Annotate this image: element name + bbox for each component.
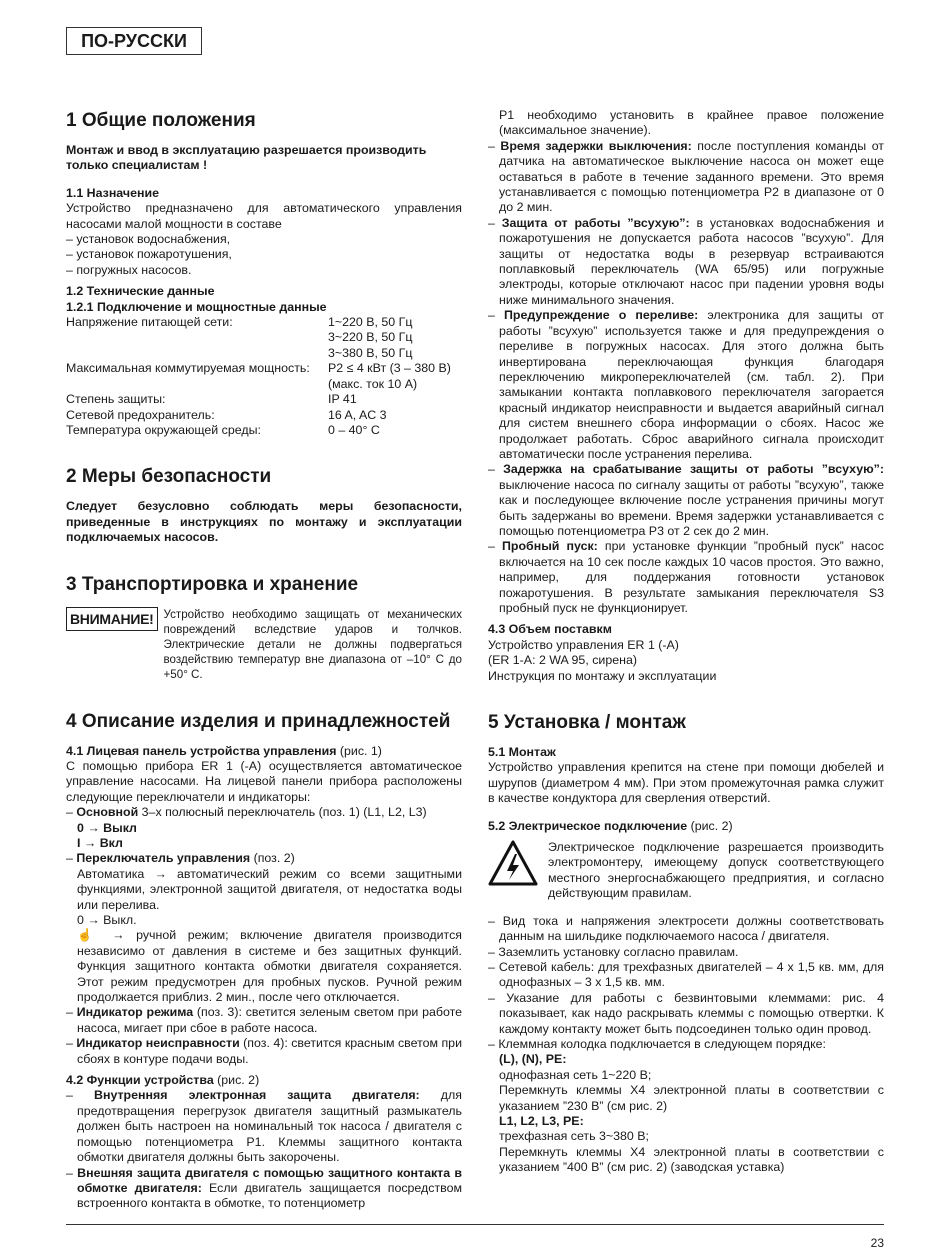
overflow-text: электроника для защиты от работы ”всухую” используется также и для предупреждения о переливе в погружных насосах. Для этого должна быть инвертирована переключающая функция благодаря переключению микропереключателей (см. табл. 2). При замыкании контакта поплавкового переключателя загорается красный индикатор неисправности и выдается аварийный сигнал для систем внешнего сбора информации о сбоях. Насос же продолжает работать. Сброс аварийного сигнала происходит автоматически после устранения перелива. <box>499 308 884 461</box>
list-item: – установок пожаротушения, <box>66 247 462 262</box>
test-run-text: при установке функции ”пробный пуск” насос включается на 10 сек после каждых 10 часов простоя. Это важно, например, для поддержания готовности установок пожаротушения. В результате замыкания переключателя S3 пробный пуск не функционирует. <box>499 539 885 615</box>
section-5-1-title: 5.1 Монтаж <box>488 745 556 760</box>
overflow-label: Предупреждение о переливе: <box>504 308 699 323</box>
spec-key <box>66 377 328 392</box>
spec-key: Сетевой предохранитель: <box>66 407 215 422</box>
spec-value: IP 41 <box>328 392 357 407</box>
main-switch-on: I → Вкл <box>77 835 123 850</box>
electrical-warning <box>488 840 884 902</box>
dry-run-label: Защита от работы ”всухую”: <box>501 215 690 230</box>
list-item: – Вид тока и напряжения электросети должны соответствовать данным на шильдике подключаемого насоса / двигателя. <box>488 914 884 945</box>
list-item <box>488 139 884 216</box>
control-manual-text: ☝ → ручной режим; включение двигателя производится независимо от давления в системе и без защитных функций. Функция защитного контакта обмотки двигателя сохраняется. Этот режим предусмотрен для пробных пусков. Ручной режим продолжается приблиз. 2 мин., после чего отключается. <box>77 928 462 1005</box>
spec-key: Напряжение питающей сети: <box>66 315 233 330</box>
internal-protection-label: Внутренняя электронная защита двигателя: <box>94 1088 420 1103</box>
table-row <box>66 392 451 407</box>
mode-indicator-label: Индикатор режима <box>76 1005 194 1020</box>
warning-text: Устройство необходимо защищать от механических повреждений вследствие ударов и толчков. Электрические детали не должны подвергаться воздействию температур вне диапазона от –10° C до +50° C. <box>163 607 462 682</box>
section-4-3-title: 4.3 Объем поставкм <box>488 622 612 637</box>
section-4-2-title: 4.2 Функции устройства <box>66 1073 214 1088</box>
section-5-2-heading <box>488 819 884 834</box>
section-5-1-text: Устройство управления крепится на стене при помощи дюбелей и шурупов (диаметром 4 мм). При этом промежуточная рамка служит в качестве кондуктора для сверления отверстий. <box>488 760 884 806</box>
section-4-title: 4 Описание изделия и принадлежностей <box>66 710 451 732</box>
spec-key <box>66 346 328 361</box>
section-1-intro: Монтаж и ввод в эксплуатацию разрешается производить только специалистам ! <box>66 143 427 173</box>
section-4-1-list <box>66 805 462 820</box>
terminal-2-network: трехфазная сеть 3~380 В; <box>499 1129 649 1144</box>
delivery-line: (ER 1-A: 2 WA 95, сирена) <box>488 653 637 668</box>
terminal-1-label: (L), (N), PE: <box>499 1052 567 1067</box>
terminal-1-jumper: Перемкнуть клеммы X4 электронной платы в соответствии с указанием ”230 В” (см рис. 2) <box>499 1083 884 1113</box>
section-1-1-text: Устройство предназначено для автоматического управления насосами малой мощности в составе <box>66 201 462 231</box>
right-column <box>488 108 884 1176</box>
list-item <box>488 216 884 308</box>
main-switch-text: 3–х полюсный переключатель (поз. 1) (L1, L2, L3) <box>138 805 427 820</box>
list-item <box>488 539 884 616</box>
electrical-warning-text: Электрическое подключение разрешается производить электромонтеру, имеющему допуск соответствующего местного энергоснабжающего предприятия, и согласно действующим правилам. <box>548 840 884 901</box>
spec-value: 0 – 40° C <box>328 422 380 437</box>
main-switch-label: Основной <box>76 805 139 820</box>
terminal-1-network: однофазная сеть 1~220 В; <box>499 1067 652 1082</box>
list-item: – Клеммная колодка подключается в следующем порядке: <box>488 1037 884 1052</box>
spec-value: 3~380 В, 50 Гц <box>328 345 413 360</box>
section-2-title: 2 Меры безопасности <box>66 466 272 488</box>
terminal-2-jumper: Перемкнуть клеммы X4 электронной платы в соответствии с указанием ”400 В” (см рис. 2) (заводская уставка) <box>499 1144 884 1175</box>
spec-value: P2 ≤ 4 кВт (3 – 380 В) <box>328 361 451 376</box>
section-4-1-title: 4.1 Лицевая панель устройства управления <box>66 743 337 758</box>
electrical-hazard-icon <box>488 840 538 890</box>
section-4-1-heading <box>66 744 462 759</box>
internal-protection-text: для предотвращения перегрузок двигателя защитный размыкатель должен быть настроен на номинальный ток насоса / двигателя с помощью потенциометра P1. Клеммы защитного контакта обмотки двигателя должны быть закорочены. <box>77 1088 462 1165</box>
list-item <box>66 1036 462 1067</box>
section-5-2-title: 5.2 Электрическое подключение <box>488 818 688 833</box>
table-row <box>66 408 451 423</box>
spec-key: Температура окружающей среды: <box>66 422 261 437</box>
list-item <box>66 851 462 866</box>
spec-value: (макс. ток 10 А) <box>328 376 418 391</box>
continuation-text: P1 необходимо установить в крайнее правое положение (максимальное значение). <box>499 108 884 138</box>
indicator-list <box>66 1005 462 1067</box>
spec-key: Максимальная коммутируемая мощность: <box>66 361 310 376</box>
section-2-text: Следует безусловно соблюдать меры безопасности, приведенные в инструкциях по монтажу и эксплуатации подключаемых насосов. <box>66 499 462 545</box>
spec-table <box>66 315 451 438</box>
control-switch-ref: (поз. 2) <box>250 851 295 866</box>
external-protection-label: Внешняя защита двигателя с помощью защитного контакта в обмотке двигателя: <box>77 1165 462 1195</box>
list-item <box>66 1166 462 1212</box>
external-protection-text: Если двигатель защищается посредством встроенного контакта в обмотке, то потенциометр <box>77 1180 463 1211</box>
table-row <box>66 346 451 361</box>
table-row <box>66 377 451 392</box>
left-column <box>66 110 462 1212</box>
footer-divider <box>66 1224 884 1225</box>
spec-value: 3~220 В, 50 Гц <box>328 330 413 345</box>
list-item <box>66 1088 462 1165</box>
section-5-title: 5 Установка / монтаж <box>488 712 686 734</box>
spec-key <box>66 330 328 345</box>
fault-indicator-text: (поз. 4): светится красным светом при сбоях в контуре подачи воды. <box>77 1036 462 1066</box>
control-switch-list <box>66 851 462 866</box>
section-4-1-text: С помощью прибора ER 1 (-A) осуществляется автоматическое управление насосами. На лицевой панели прибора расположены следующие переключатели и индикаторы: <box>66 758 462 804</box>
mode-indicator-text: (поз. 3): светится зеленым светом при работе насоса, мигает при сбое в работе насоса. <box>77 1005 462 1035</box>
table-row <box>66 423 451 438</box>
section-4-1-ref: (рис. 1) <box>336 743 382 758</box>
list-item: – Заземлить установку согласно правилам. <box>488 945 884 960</box>
fault-indicator-label: Индикатор неисправности <box>76 1036 240 1051</box>
spec-value: 16 A, AC 3 <box>328 407 387 422</box>
main-switch-off: 0 → Выкл <box>77 820 137 835</box>
delivery-line: Устройство управления ER 1 (-A) <box>488 637 679 652</box>
control-off-text: 0 → Выкл. <box>77 913 137 928</box>
section-5-2-ref: (рис. 2) <box>687 818 733 833</box>
test-run-label: Пробный пуск: <box>502 539 598 554</box>
trip-delay-text: выключение насоса по сигналу защиты от работы ”всухую”, также как и последующее включение после устранения причины могут быть задержаны во времени. Время задержки устанавливается с помощью потенциометра P3 от 2 сек до 2 мин. <box>499 477 884 538</box>
section-4-2-ref: (рис. 2) <box>213 1073 260 1088</box>
list-item <box>488 308 884 462</box>
section-4-2-heading <box>66 1073 462 1088</box>
control-auto-text: Автоматика → автоматический режим со всеми защитными функциями, электронной защитой двигателя, от недостатка воды или перелива. <box>77 866 462 912</box>
section-1-title: 1 Общие положения <box>66 110 256 131</box>
section-4-2-list <box>66 1088 462 1211</box>
list-item: – Сетевой кабель: для трехфазных двигателей – 4 x 1,5 кв. мм, для однофазных – 3 x 1,5 кв. мм. <box>488 960 884 991</box>
dry-run-text: в установках водоснабжения и пожаротушения не допускается работа насосов ”всухую”. Для защиты от недостатка воды в резервуар встраиваются поплавковый переключатель (WA 65/95) или погружные электроды, которые отключают насос при падении уровня воды ниже минимального значения. <box>499 215 884 307</box>
warning-block <box>66 607 462 683</box>
list-item <box>488 462 884 539</box>
language-label: ПО-РУССКИ <box>66 27 202 55</box>
page-number: 23 <box>870 1236 884 1250</box>
trip-delay-label: Задержка на срабатывание защиты от работы ”всухую”: <box>503 462 884 477</box>
list-item <box>66 805 462 820</box>
table-row <box>66 330 451 345</box>
section-3-title: 3 Транспортировка и хранение <box>66 573 359 595</box>
list-item: – погружных насосов. <box>66 263 462 278</box>
section-1-2-1-title: 1.2.1 Подключение и мощностные данные <box>66 299 327 314</box>
table-row <box>66 315 451 330</box>
delay-text: после поступления команды от датчика на автоматическое выключение насоса он может еще оставаться в работе в течение заданного времени. Это время устанавливается с помощью потенциометра P2 в диапазоне от 0 до 2 мин. <box>499 138 884 215</box>
list-item <box>66 1005 462 1036</box>
delivery-line: Инструкция по монтажу и эксплуатации <box>488 668 717 683</box>
terminal-2-label: L1, L2, L3, PE: <box>499 1113 584 1128</box>
warning-label: ВНИМАНИЕ! <box>66 607 158 631</box>
delay-label: Время задержки выключения: <box>500 138 692 153</box>
table-row <box>66 361 451 376</box>
section-1-1-title: 1.1 Назначение <box>66 185 159 200</box>
spec-key: Степень защиты: <box>66 392 166 407</box>
section-1-1-list <box>66 232 462 278</box>
functions-list <box>488 139 884 617</box>
section-1-2-title: 1.2 Технические данные <box>66 284 215 299</box>
list-item: – Указание для работы с безвинтовыми клеммами: рис. 4 показывает, как надо раскрывать клеммы с помощью отвертки. К каждому контакту может быть подсоединен только один провод. <box>488 991 884 1037</box>
spec-value: 1~220 В, 50 Гц <box>328 315 413 330</box>
section-5-2-list <box>488 914 884 1053</box>
list-item: – установок водоснабжения, <box>66 232 462 247</box>
control-switch-label: Переключатель управления <box>76 851 251 866</box>
